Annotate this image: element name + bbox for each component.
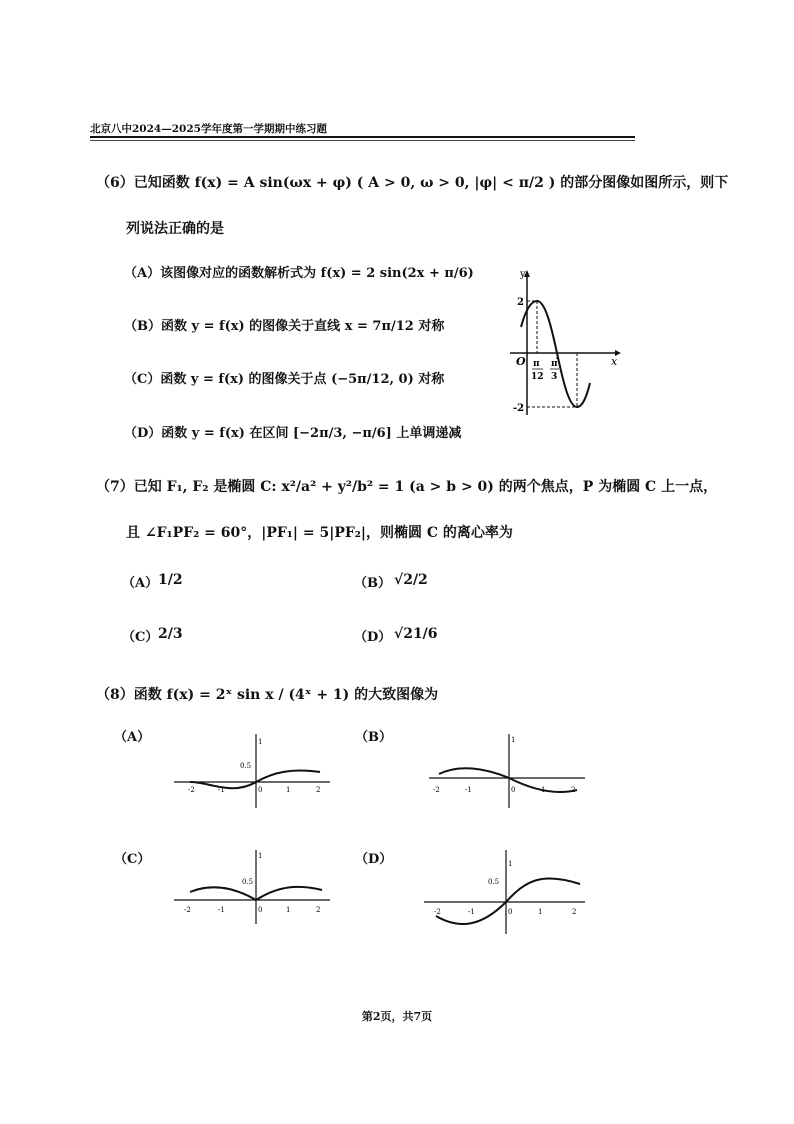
q6-tick1-den: 12: [531, 372, 544, 382]
q8b-t1: -1: [465, 786, 472, 794]
header-rule: [90, 136, 635, 138]
q8c-y05: 0.5: [242, 878, 254, 886]
q8d-t4: 2: [572, 908, 577, 916]
q8b-t3: 1: [541, 786, 546, 794]
q7-option-a-value: 1/2: [158, 572, 183, 588]
q7-option-a-label: （A）: [122, 576, 159, 591]
q8a-t4: 2: [316, 786, 321, 794]
q8a-t3: 1: [286, 786, 291, 794]
q8b-t0: -2: [433, 786, 440, 794]
q8d-y05: 0.5: [488, 878, 500, 886]
q8a-curve: [190, 770, 320, 788]
q6-x-label: x: [611, 355, 618, 368]
q6-ymax-label: 2: [517, 297, 524, 308]
q8c-t0: -2: [184, 906, 191, 914]
q8-graph-a: [170, 730, 340, 810]
q8-graph-c: [170, 846, 340, 926]
q8a-y1: 1: [258, 738, 263, 746]
q8d-curve: [436, 878, 580, 924]
q8d-t1: -1: [468, 908, 475, 916]
q6-option-a: （A）该图像对应的函数解析式为 f(x) = 2 sin(2x + π/6): [124, 266, 474, 281]
q6-stem-line1: （6）已知函数 f(x) = A sin(ωx + φ) ( A > 0, ω > 0, |φ| < π/2 ) 的部分图像如图所示，则下: [96, 175, 729, 191]
q8-graph-d: [420, 846, 595, 936]
q8-stem: （8）函数 f(x) = 2ˣ sin x / (4ˣ + 1) 的大致图像为: [96, 687, 439, 703]
q7-option-c-value: 2/3: [158, 626, 183, 642]
q6-origin: O: [516, 355, 526, 368]
q8b-curve: [439, 768, 577, 792]
q8-option-d-label: （D）: [355, 852, 393, 867]
header-title: 北京八中2024—2025学年度第一学期期中练习题: [90, 123, 327, 135]
q6-option-d: （D）函数 y = f(x) 在区间 [−2π/3, −π/6] 上单调递减: [124, 426, 462, 441]
q6-y-label: y: [520, 269, 526, 280]
q7-stem-line1: （7）已知 F₁, F₂ 是椭圆 C: x²/a² + y²/b² = 1 (a > b > 0) 的两个焦点，P 为椭圆 C 上一点，: [96, 479, 718, 495]
q7-option-d-label: （D）: [354, 630, 392, 645]
q7-stem-line2: 且 ∠F₁PF₂ = 60°，|PF₁| = 5|PF₂|，则椭圆 C 的离心率为: [126, 525, 513, 541]
q8-option-a-label: （A）: [114, 730, 151, 745]
q8c-t1: -1: [218, 906, 225, 914]
q8c-t3: 1: [286, 906, 291, 914]
q8b-t2: 0: [511, 786, 516, 794]
q7-option-d-value: √21/6: [394, 626, 438, 642]
q8d-t3: 1: [538, 908, 543, 916]
q8b-t4: 2: [571, 786, 576, 794]
q8-graph-b: [425, 730, 595, 810]
q6-stem-line2: 列说法正确的是: [126, 221, 224, 237]
q6-sine-curve: [521, 301, 590, 407]
q8-option-b-label: （B）: [355, 730, 392, 745]
q8c-t4: 2: [316, 906, 321, 914]
q6-option-c: （C）函数 y = f(x) 的图像关于点 (−5π/12, 0) 对称: [124, 372, 445, 387]
q8c-y1: 1: [258, 852, 263, 860]
page-footer: 第2页，共7页: [361, 1010, 433, 1023]
q8d-t2: 0: [508, 908, 513, 916]
q8a-t1: -1: [218, 786, 225, 794]
q8a-y05: 0.5: [240, 762, 252, 770]
q6-tick2-num: π: [551, 359, 558, 369]
q8-option-c-label: （C）: [114, 852, 151, 867]
q6-option-b: （B）函数 y = f(x) 的图像关于直线 x = 7π/12 对称: [124, 319, 445, 334]
q8d-t0: -2: [434, 908, 441, 916]
q6-ymin-label: -2: [513, 403, 525, 414]
q6-tick1-num: π: [533, 359, 540, 369]
q8a-t0: -2: [188, 786, 195, 794]
q7-option-b-label: （B）: [354, 576, 391, 591]
q7-option-c-label: （C）: [122, 630, 159, 645]
q7-option-b-value: √2/2: [394, 572, 428, 588]
q8d-y1: 1: [508, 860, 513, 868]
header-rule-thin: [90, 140, 635, 141]
q8a-t2: 0: [258, 786, 263, 794]
q6-tick2-den: 3: [551, 372, 558, 382]
q8b-y1: 1: [511, 736, 516, 744]
q8c-t2: 0: [258, 906, 263, 914]
q6-sine-graph: [505, 265, 625, 425]
